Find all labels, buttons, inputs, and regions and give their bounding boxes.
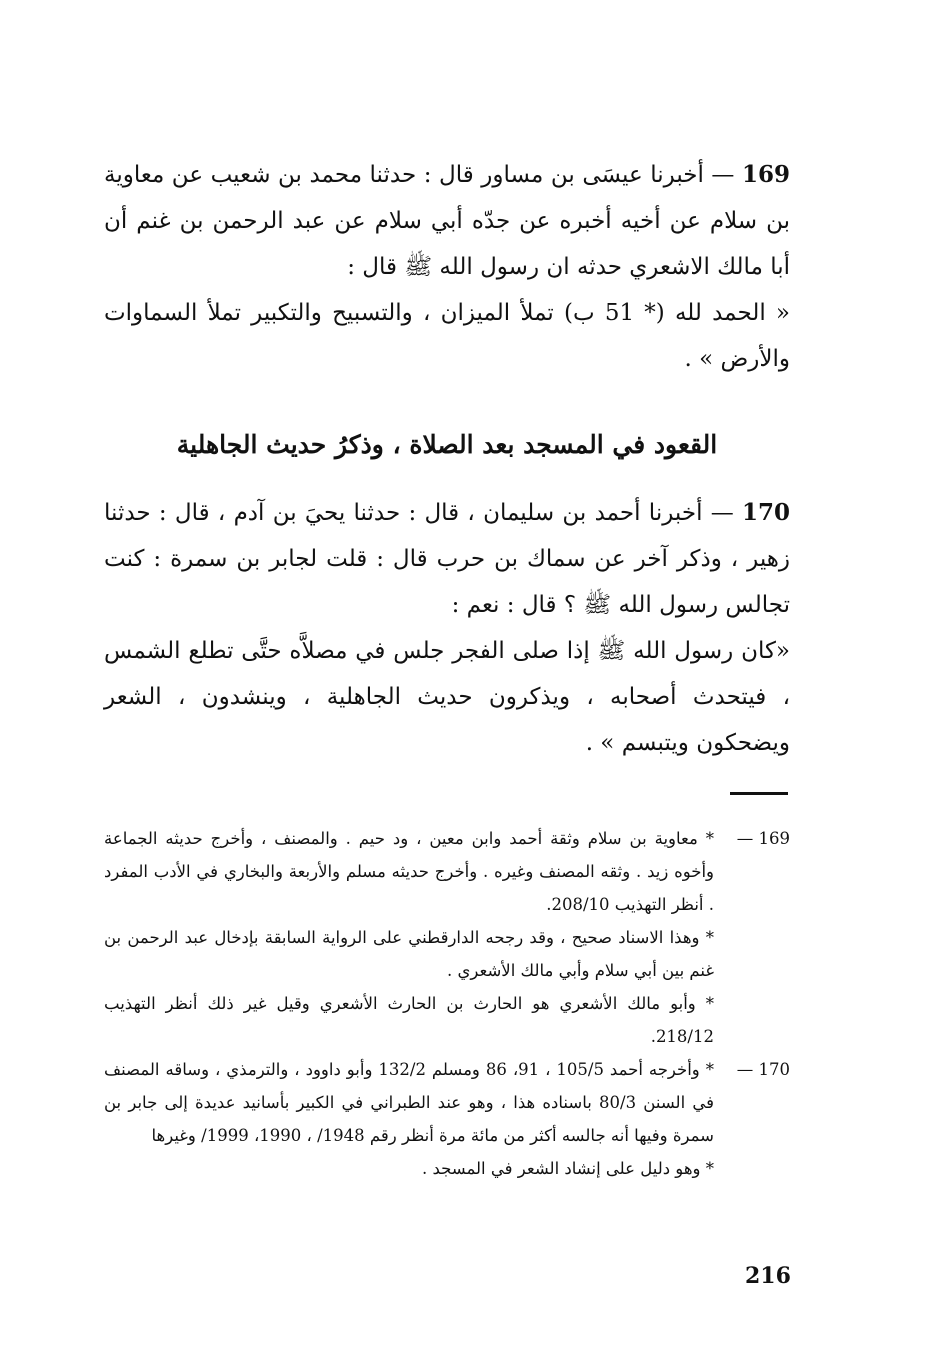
page-number: 216 — [745, 1263, 791, 1289]
footnote-170 — [104, 1053, 790, 1185]
footnote-169 — [104, 822, 790, 1053]
hadith-169 — [104, 152, 790, 382]
section-heading: القعود في المسجد بعد الصلاة ، وذكرُ حديث الجاهلية — [176, 430, 718, 459]
hadith-170-number: 170 — [741, 499, 790, 526]
hadith-169-quote: « الحمد لله (* 51 ب) تملأ الميزان ، والتسبيح والتكبير تملأ السماوات والأرض » . — [104, 300, 790, 372]
hadith-170 — [104, 490, 790, 766]
hadith-169-chain: — أخبرنا عيسَى بن مساور قال : حدثنا محمد بن شعيب عن معاوية بن سلام عن أخيه أخبره عن جدّه أبي سلام عن عبد الرحمن بن غنم أن أبا مالك الاشعري حدثه ان رسول الله ﷺ قال : — [104, 162, 790, 280]
hadith-169-number: 169 — [741, 161, 790, 188]
footnote-169-label: 169 — — [736, 829, 790, 848]
footnote-169-line: * معاوية بن سلام وثقة أحمد وابن معين ، ود حيم . والمصنف ، وأخرج حديثه الجماعة وأخوه زيد . وثقه المصنف وغيره . وأخرج حديثه مسلم والأربعة والبخاري في الأدب المفرد . أنظر التهذيب 208/10. — [104, 829, 714, 914]
hadith-170-text — [104, 490, 790, 628]
footnote-170-line: * وهو دليل على إنشاد الشعر في المسجد . — [421, 1159, 714, 1178]
footnote-170-label: 170 — — [736, 1060, 790, 1079]
footnote-169-line: * وهذا الاسناد صحيح ، وقد رجحه الدارقطني على الرواية السابقة بإدخال عبد الرحمن بن غنم بين أبي سلام وأبي مالك الأشعري . — [104, 928, 714, 980]
footnote-170-line: * وأخرجه أحمد 105/5 ، 91، 86 ومسلم 132/2 وأبو داوود ، والترمذي ، وساقه المصنف في السنن 80/3 باسناده هذا ، وهو عند الطبراني في الكبير بأسانيد عديدة إلى جابر بن سمرة وفيها أنه جالسه أكثر من مائة مرة أنظر رقم 1948/ ، 1990، 1999/ وغيرها — [104, 1060, 714, 1145]
footnote-separator — [730, 792, 788, 795]
hadith-169-text — [104, 152, 790, 290]
hadith-170-chain: — أخبرنا أحمد بن سليمان ، قال : حدثنا يحيَ بن آدم ، قال : حدثنا زهير ، وذكر آخر عن سماك بن حرب قال : قلت لجابر بن سمرة : كنت تجالس رسول الله ﷺ ؟ قال : نعم : — [104, 500, 790, 618]
footnote-169-line: * وأبو مالك الأشعري هو الحارث بن الحارث الأشعري وقيل غير ذلك أنظر التهذيب 218/12. — [104, 994, 714, 1046]
hadith-170-quote: «كان رسول الله ﷺ إذا صلى الفجر جلس في مصلاَّه حتَّى تطلع الشمس ، فيتحدث أصحابه ، ويذكرون حديث الجاهلية ، وينشدون ، الشعر ويضحكون ويتبسم » . — [104, 638, 790, 756]
